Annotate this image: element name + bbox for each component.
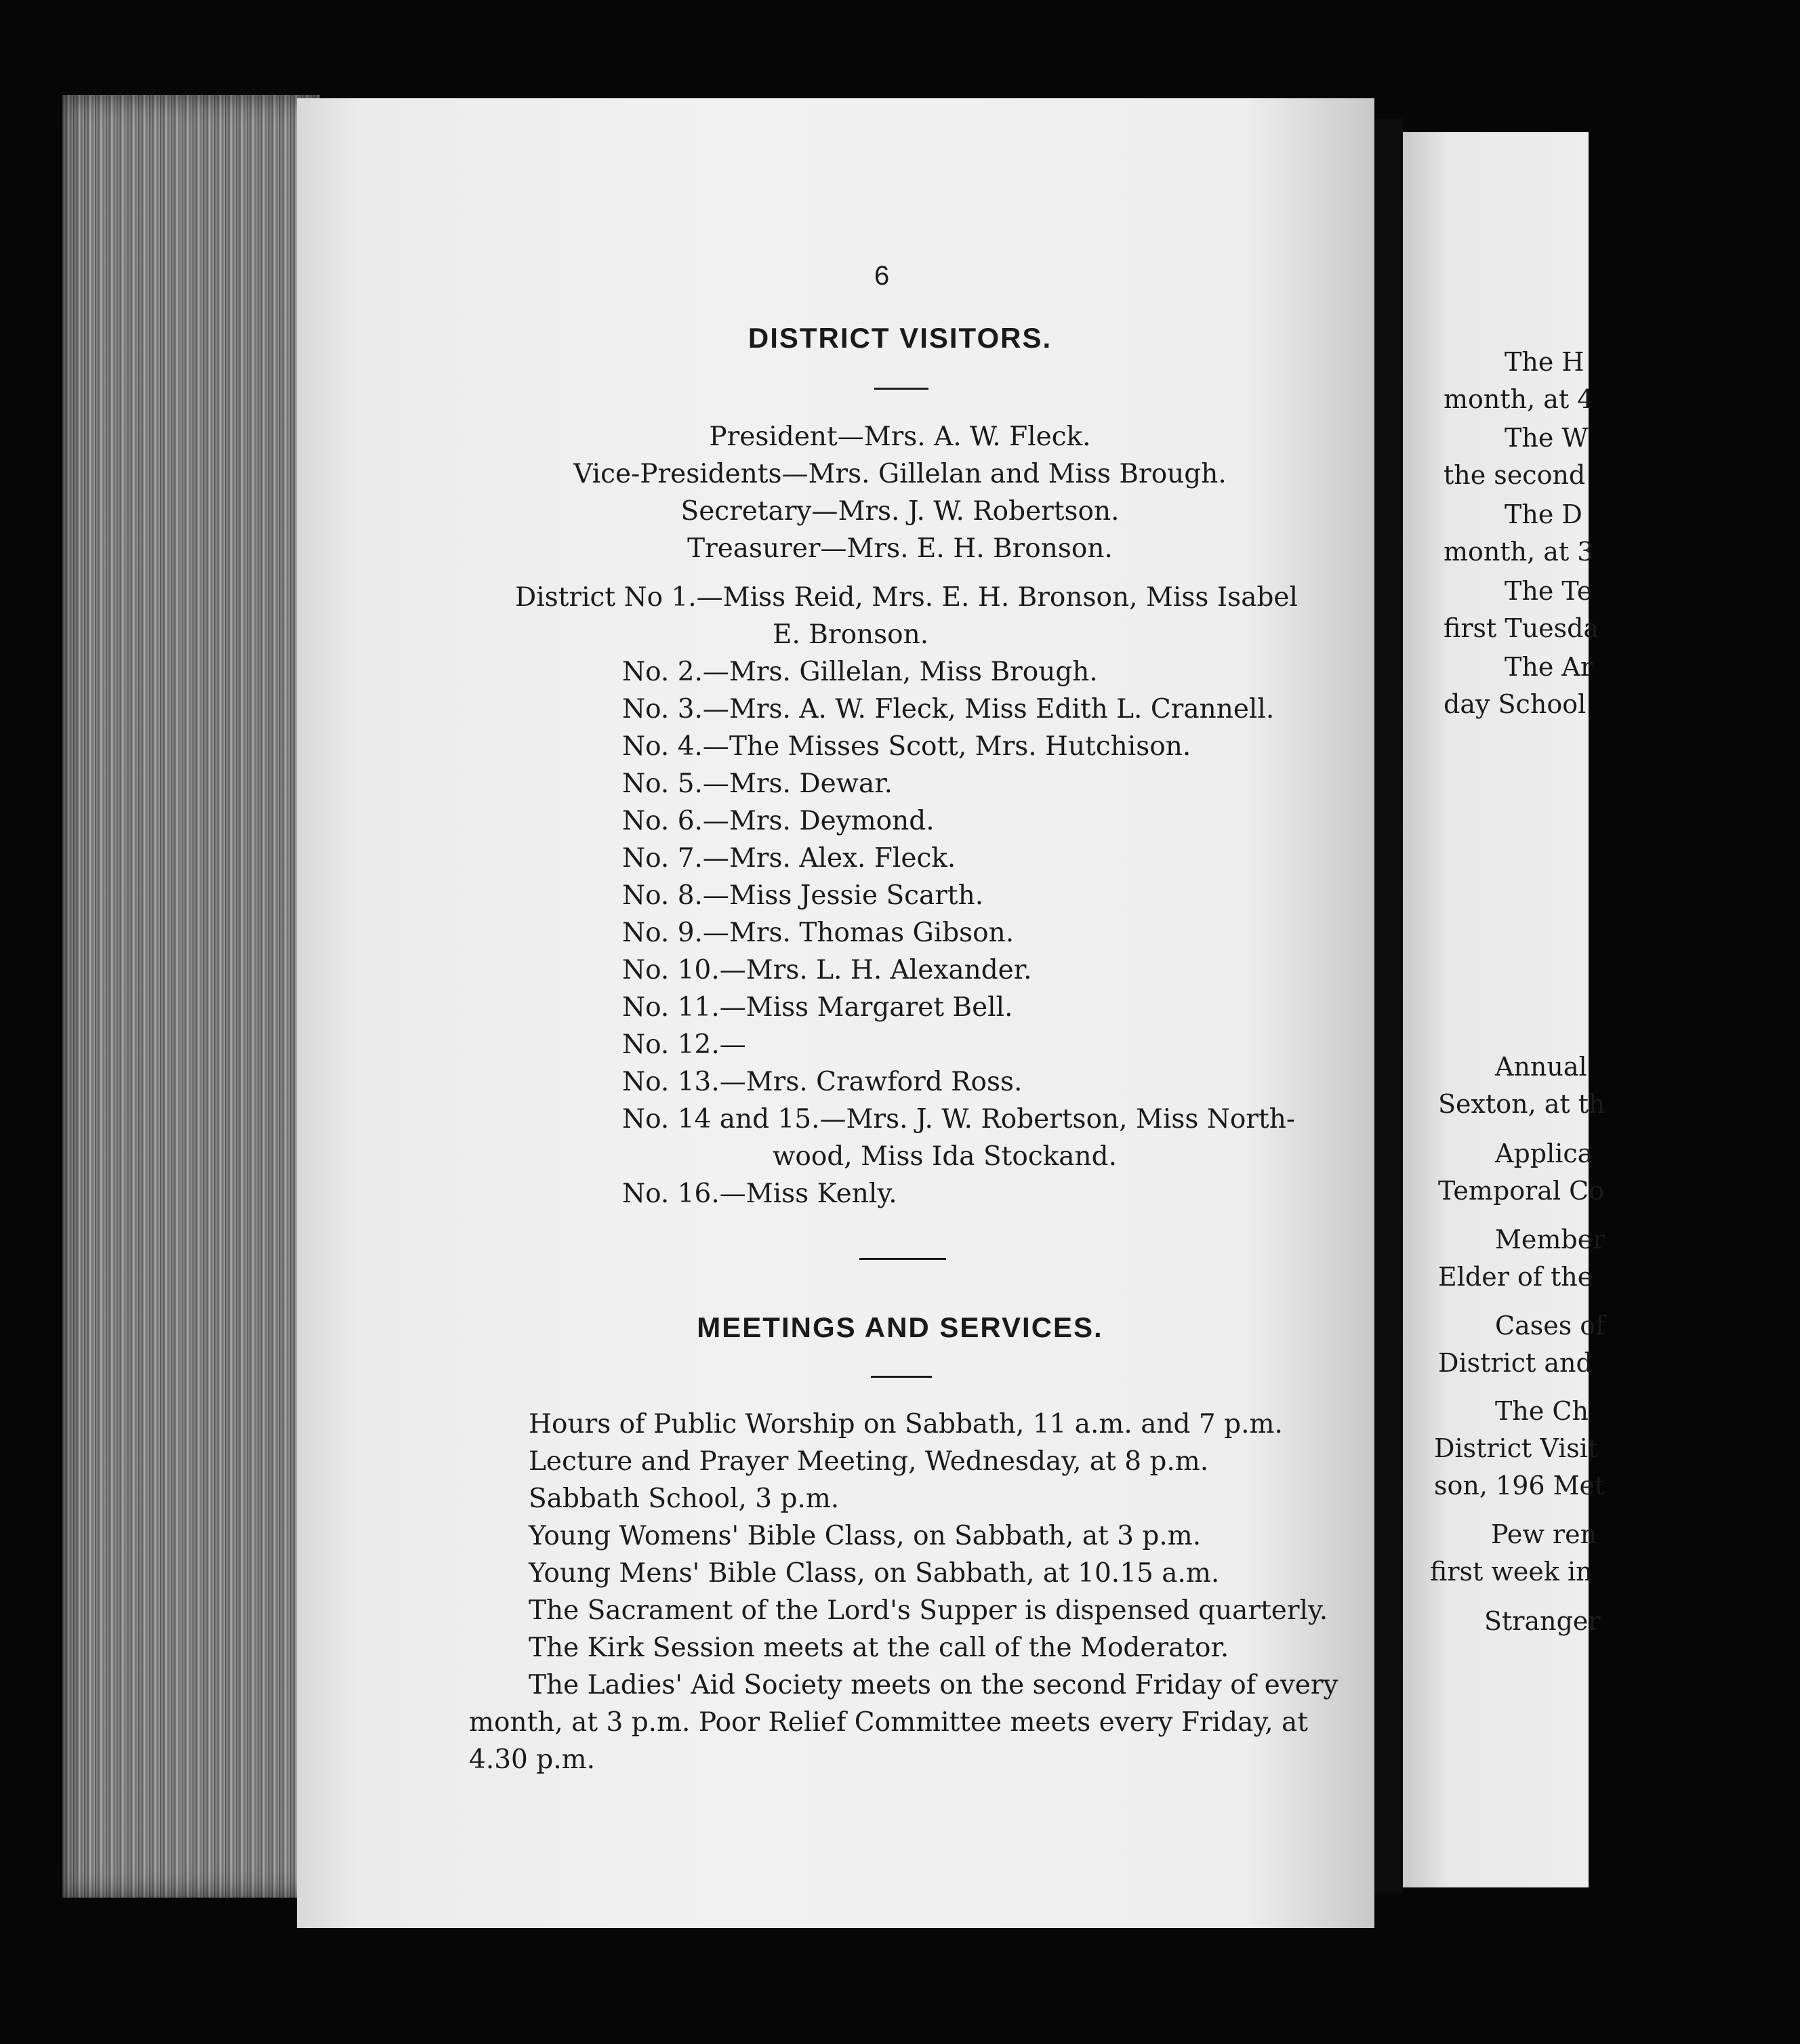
right-line: month, at 3 xyxy=(1444,537,1594,567)
district-names: Mrs. Dewar. xyxy=(729,769,893,799)
district-entry xyxy=(622,1031,746,1058)
meetings-line: Lecture and Prayer Meeting, Wednesday, at 8 p.m. xyxy=(529,1446,1209,1477)
district-number: No. 13.— xyxy=(622,1067,746,1097)
district-number: No. 5.— xyxy=(622,769,729,799)
district-number: No. 7.— xyxy=(622,843,729,874)
district-visitors-heading: DISTRICT VISITORS. xyxy=(748,322,1052,354)
district-names: The Misses Scott, Mrs. Hutchison. xyxy=(729,731,1191,762)
right-line: Annual xyxy=(1495,1052,1587,1082)
officer-line: Treasurer—Mrs. E. H. Bronson. xyxy=(687,533,1113,564)
district-entry xyxy=(622,882,983,909)
right-line: first Tuesda xyxy=(1444,613,1599,643)
district-entry xyxy=(622,1104,1296,1135)
district-number: No. 9.— xyxy=(622,918,729,948)
district-entry xyxy=(622,659,1098,685)
officer-line: Secretary—Mrs. J. W. Robertson. xyxy=(680,496,1120,527)
district-names: Mrs. L. H. Alexander. xyxy=(745,955,1032,985)
right-line: Stranger xyxy=(1484,1606,1601,1636)
meetings-line: Young Womens' Bible Class, on Sabbath, at 3 p.m. xyxy=(529,1521,1202,1551)
right-line: day School xyxy=(1444,689,1587,719)
meetings-line: Sabbath School, 3 p.m. xyxy=(529,1484,840,1514)
right-line: The Te xyxy=(1505,576,1593,606)
right-line: son, 196 Met xyxy=(1434,1471,1605,1500)
right-line: District Visit xyxy=(1434,1433,1599,1463)
district-names: Miss Margaret Bell. xyxy=(745,992,1013,1023)
district-names: Mrs. Alex. Fleck. xyxy=(729,843,956,874)
right-line: The Ar xyxy=(1505,652,1593,682)
divider xyxy=(874,388,928,390)
page-number: 6 xyxy=(874,261,890,291)
district-names: Mrs. A. W. Fleck, Miss Edith L. Crannell. xyxy=(729,694,1275,724)
district-entry xyxy=(515,584,1298,611)
district-entry-continuation: wood, Miss Ida Stockand. xyxy=(773,1141,1118,1172)
district-number: District No 1.— xyxy=(515,582,723,613)
district-number: No. 3.— xyxy=(622,694,729,724)
right-line: Sexton, at th xyxy=(1438,1089,1605,1119)
district-names: Miss Kenly. xyxy=(745,1179,897,1209)
district-entry xyxy=(622,771,893,797)
district-names: Miss Jessie Scarth. xyxy=(729,880,984,911)
meetings-line: Young Mens' Bible Class, on Sabbath, at 10.15 a.m. xyxy=(529,1558,1220,1589)
officer-line: President—Mrs. A. W. Fleck. xyxy=(709,422,1091,452)
right-line: The H xyxy=(1505,347,1584,377)
district-number: No. 11.— xyxy=(622,992,746,1023)
district-number: No. 16.— xyxy=(622,1179,746,1209)
right-line: The D xyxy=(1505,499,1582,529)
district-number: No. 4.— xyxy=(622,731,729,762)
right-line: District and xyxy=(1438,1348,1593,1378)
district-number: No. 8.— xyxy=(622,880,729,911)
meetings-line: The Kirk Session meets at the call of the Moderator. xyxy=(529,1633,1229,1663)
right-line: first week in xyxy=(1430,1557,1593,1587)
district-number: No. 2.— xyxy=(622,657,729,687)
right-line: month, at 4 xyxy=(1444,384,1594,414)
district-number: No. 14 and 15.— xyxy=(622,1104,846,1135)
right-line: Cases of xyxy=(1495,1311,1605,1341)
district-names: Miss Reid, Mrs. E. H. Bronson, Miss Isabel xyxy=(722,582,1298,613)
district-entry xyxy=(622,957,1032,983)
district-names: Mrs. J. W. Robertson, Miss North- xyxy=(846,1104,1296,1135)
divider xyxy=(871,1376,932,1378)
district-names: Mrs. Deymond. xyxy=(729,806,935,836)
meetings-line: The Sacrament of the Lord's Supper is dispensed quarterly. xyxy=(529,1595,1328,1626)
book-page-edges xyxy=(62,95,320,1898)
district-entry xyxy=(622,1069,1022,1095)
district-entry-continuation: E. Bronson. xyxy=(773,619,929,650)
meetings-heading: MEETINGS AND SERVICES. xyxy=(697,1311,1103,1343)
district-number: No. 6.— xyxy=(622,806,729,836)
right-line: Pew ren xyxy=(1491,1519,1597,1549)
meetings-line: month, at 3 p.m. Poor Relief Committee meets every Friday, at xyxy=(469,1707,1308,1738)
right-page xyxy=(1403,132,1605,1887)
right-line: Elder of the xyxy=(1438,1262,1593,1292)
district-names: Mrs. Crawford Ross. xyxy=(745,1067,1023,1097)
right-line: Applica xyxy=(1495,1139,1593,1168)
meetings-line: Hours of Public Worship on Sabbath, 11 a.m. and 7 p.m. xyxy=(529,1409,1283,1439)
right-line: the second xyxy=(1444,460,1586,490)
book-spine xyxy=(1374,119,1403,1894)
district-names: Mrs. Gillelan, Miss Brough. xyxy=(729,657,1098,687)
meetings-line: 4.30 p.m. xyxy=(469,1744,595,1775)
right-line: The Ch xyxy=(1495,1396,1589,1426)
district-entry xyxy=(622,808,935,834)
district-entry xyxy=(622,920,1014,946)
right-line: Temporal Co xyxy=(1438,1176,1605,1206)
district-entry xyxy=(622,696,1274,722)
right-line: Member xyxy=(1495,1225,1605,1254)
divider xyxy=(859,1258,946,1260)
district-number: No. 12.— xyxy=(622,1029,746,1060)
right-line: The W xyxy=(1505,423,1589,453)
district-entry xyxy=(622,733,1191,760)
district-names: Mrs. Thomas Gibson. xyxy=(729,918,1015,948)
officer-line: Vice-Presidents—Mrs. Gillelan and Miss Brough. xyxy=(573,459,1227,489)
district-entry xyxy=(622,845,956,872)
district-entry xyxy=(622,1181,897,1207)
district-number: No. 10.— xyxy=(622,955,746,985)
meetings-line: The Ladies' Aid Society meets on the second Friday of every xyxy=(529,1670,1338,1700)
district-entry xyxy=(622,994,1013,1021)
